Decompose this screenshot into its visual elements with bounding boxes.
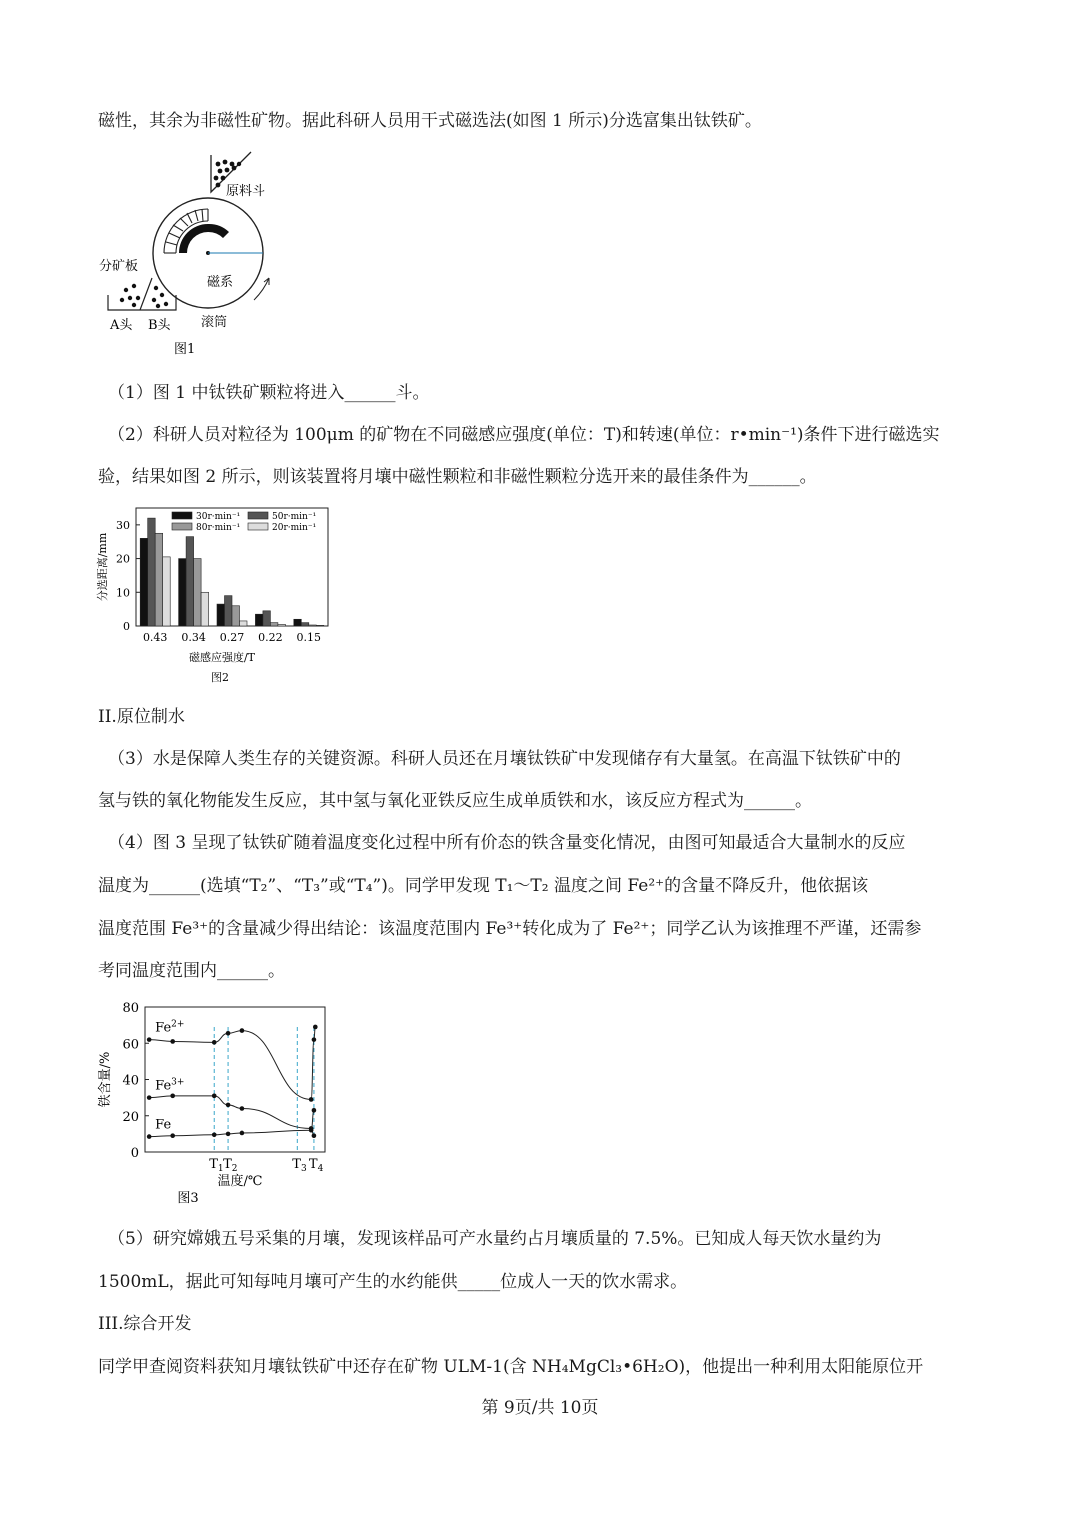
question-1: （1）图 1 中钛铁矿颗粒将进入______斗。 bbox=[108, 383, 430, 403]
figure-1-magnetic-separator bbox=[96, 150, 286, 360]
series-label: $Fe^{3+}$ bbox=[155, 1077, 185, 1094]
bar bbox=[294, 619, 302, 626]
bar bbox=[316, 625, 324, 626]
data-point bbox=[170, 1039, 175, 1044]
question-3-line-2: 氢与铁的氧化物能发生反应，其中氢与氧化亚铁反应生成单质铁和水，该反应方程式为______。 bbox=[98, 791, 812, 811]
x-tick-label: $T_2$ bbox=[223, 1157, 238, 1174]
y-tick-label: 20 bbox=[116, 552, 130, 566]
figure-2-caption: 图2 bbox=[211, 671, 229, 684]
data-point bbox=[313, 1025, 318, 1030]
y-axis-label: 分选距离/mm bbox=[96, 532, 109, 602]
magnet-label: 磁系 bbox=[207, 275, 234, 290]
data-point bbox=[312, 1037, 317, 1042]
section-2-heading: II.原位制水 bbox=[98, 707, 185, 727]
x-tick-label: $T_1$ bbox=[209, 1157, 224, 1174]
question-4-line-3: 温度范围 Fe³⁺的含量减少得出结论：该温度范围内 Fe³⁺转化成为了 Fe²⁺；同学乙认为该推理不严谨，还需参 bbox=[98, 919, 922, 939]
y-tick-label: 0 bbox=[123, 620, 130, 633]
legend-label: 30r·min⁻¹ bbox=[196, 512, 241, 522]
x-tick-label: 0.22 bbox=[258, 631, 283, 644]
bar bbox=[186, 537, 194, 626]
bar bbox=[201, 592, 209, 626]
x-tick-label: 0.34 bbox=[181, 631, 206, 644]
legend-label: 80r·min⁻¹ bbox=[196, 523, 241, 533]
series-line bbox=[149, 1027, 315, 1100]
data-point bbox=[309, 1097, 314, 1102]
y-axis-label: 铁含量/% bbox=[98, 1051, 113, 1108]
data-point bbox=[240, 1131, 245, 1136]
data-point bbox=[226, 1103, 231, 1108]
figure-1-caption: 图1 bbox=[174, 342, 196, 357]
data-point bbox=[147, 1134, 152, 1139]
figure-3-caption: 图3 bbox=[177, 1191, 199, 1206]
series-label: $Fe^{2+}$ bbox=[155, 1019, 185, 1036]
y-tick-label: 20 bbox=[122, 1109, 139, 1125]
data-point bbox=[309, 1128, 314, 1133]
y-tick-label: 40 bbox=[122, 1073, 139, 1089]
series-line bbox=[149, 1110, 314, 1136]
intro-line: 磁性，其余为非磁性矿物。据此科研人员用干式磁选法(如图 1 所示)分选富集出钛铁矿。 bbox=[98, 111, 762, 131]
question-4-line-2: 温度为______(选填“T₂”、“T₃”或“T₄”)。同学甲发现 T₁～T₂ 温度之间 Fe²⁺的含量不降反升，他依据该 bbox=[98, 876, 869, 896]
hopper-label: 原料斗 bbox=[226, 184, 266, 199]
bar bbox=[278, 624, 286, 626]
question-2-line-2: 验，结果如图 2 所示，则该装置将月壤中磁性颗粒和非磁性颗粒分选开来的最佳条件为______。 bbox=[98, 467, 817, 487]
plate-label: 分矿板 bbox=[99, 259, 139, 274]
data-point bbox=[226, 1132, 231, 1137]
y-tick-label: 10 bbox=[116, 586, 130, 600]
bar bbox=[301, 623, 309, 626]
data-point bbox=[312, 1133, 317, 1138]
question-4-line-4: 考同温度范围内______。 bbox=[98, 961, 285, 981]
data-point bbox=[170, 1133, 175, 1138]
question-4-line-1: （4）图 3 呈现了钛铁矿随着温度变化过程中所有价态的铁含量变化情况，由图可知最适合大量制水的反应 bbox=[108, 833, 906, 853]
legend-swatch bbox=[248, 523, 268, 530]
data-point bbox=[226, 1031, 231, 1036]
bin-particles bbox=[120, 284, 168, 308]
data-point bbox=[147, 1037, 152, 1042]
figure-2-bar-chart bbox=[92, 500, 342, 690]
page-footer: 第 9页/共 10页 bbox=[481, 1398, 599, 1418]
bar bbox=[217, 604, 225, 626]
bar bbox=[255, 614, 263, 626]
bar bbox=[155, 533, 163, 626]
legend-label: 20r·min⁻¹ bbox=[272, 523, 317, 533]
x-tick-label: $T_3$ bbox=[292, 1157, 307, 1174]
data-point bbox=[240, 1106, 245, 1111]
x-tick-label: $T_4$ bbox=[308, 1157, 324, 1174]
x-tick-label: 0.15 bbox=[296, 631, 322, 644]
legend-swatch bbox=[172, 523, 192, 530]
bar bbox=[225, 596, 233, 626]
bar bbox=[179, 559, 187, 626]
data-point bbox=[312, 1108, 317, 1113]
section-3-heading: III.综合开发 bbox=[98, 1314, 192, 1334]
legend-swatch bbox=[172, 512, 192, 519]
question-5-line-1: （5）研究嫦娥五号采集的月壤，发现该样品可产水量约占月壤质量的 7.5%。已知成人每天饮水量约为 bbox=[108, 1229, 882, 1249]
bar bbox=[270, 623, 278, 626]
bar bbox=[148, 518, 156, 626]
bar bbox=[163, 557, 171, 626]
data-point bbox=[147, 1095, 152, 1100]
x-tick-label: 0.43 bbox=[142, 631, 168, 644]
b-head-label: B头 bbox=[148, 318, 171, 333]
bar bbox=[140, 538, 148, 626]
bar bbox=[194, 559, 202, 626]
question-2-line-1: （2）科研人员对粒径为 100μm 的矿物在不同磁感应强度(单位：T)和转速(单位：r•min⁻¹)条件下进行磁选实 bbox=[108, 425, 940, 445]
bar bbox=[263, 611, 271, 626]
x-axis-label: 温度/℃ bbox=[217, 1174, 263, 1189]
drum-label: 滚筒 bbox=[201, 315, 228, 330]
bar bbox=[309, 625, 317, 626]
y-tick-label: 0 bbox=[130, 1146, 139, 1161]
x-axis-label: 磁感应强度/T bbox=[188, 651, 256, 664]
series-line bbox=[149, 1096, 314, 1136]
bar bbox=[232, 606, 240, 626]
a-head-label: A头 bbox=[110, 318, 133, 333]
data-point bbox=[212, 1094, 217, 1099]
legend-swatch bbox=[248, 512, 268, 519]
figure-3-line-chart bbox=[95, 995, 345, 1210]
last-line: 同学甲查阅资料获知月壤钛铁矿中还存在矿物 ULM-1(含 NH₄MgCl₃•6H₂O)，他提出一种利用太阳能原位开 bbox=[98, 1357, 924, 1377]
legend-label: 50r·min⁻¹ bbox=[272, 512, 317, 522]
question-3-line-1: （3）水是保障人类生存的关键资源。科研人员还在月壤钛铁矿中发现储存有大量氢。在高温下钛铁矿中的 bbox=[108, 749, 901, 769]
data-point bbox=[170, 1094, 175, 1099]
x-tick-label: 0.27 bbox=[219, 631, 245, 644]
data-point bbox=[212, 1040, 217, 1045]
y-tick-label: 60 bbox=[122, 1037, 139, 1053]
data-point bbox=[212, 1132, 217, 1137]
data-point bbox=[240, 1028, 245, 1033]
series-label: Fe bbox=[155, 1117, 172, 1133]
question-5-line-2: 1500mL，据此可知每吨月壤可产生的水约能供_____位成人一天的饮水需求。 bbox=[98, 1272, 688, 1292]
bar bbox=[240, 621, 248, 626]
y-tick-label: 30 bbox=[116, 518, 130, 532]
y-tick-label: 80 bbox=[122, 1001, 139, 1016]
